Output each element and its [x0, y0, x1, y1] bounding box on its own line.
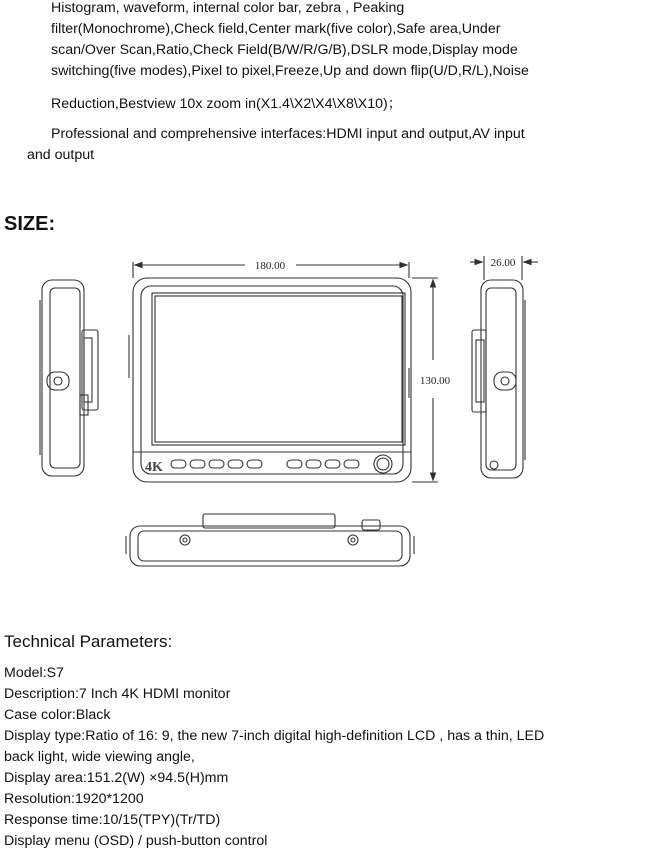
left-side-view — [40, 280, 98, 476]
feature-interfaces-line: and output — [27, 147, 95, 163]
tech-param-line: Display menu (OSD) / push-button control — [4, 833, 268, 849]
panel-logo: 4K — [145, 460, 163, 475]
feature-line: Histogram, waveform, internal color bar, zebra , Peaking — [51, 0, 405, 16]
dimension-drawing — [0, 240, 650, 585]
feature-reduction-line: Reduction,Bestview 10x zoom in(X1.4\X2\X4\X8\X10)； — [51, 96, 402, 112]
tech-param-line: Display type:Ratio of 16: 9, the new 7-inch digital high-definition LCD , has a thin, LED — [4, 728, 545, 744]
front-buttons — [171, 455, 392, 473]
depth-dimension-label: 26.00 — [490, 257, 516, 269]
right-side-view — [472, 280, 525, 478]
tech-param-line: Response time:10/15(TPY)(Tr/TD) — [4, 812, 221, 828]
tech-params-heading: Technical Parameters: — [4, 632, 173, 651]
feature-interfaces-line: Professional and comprehensive interfaces:HDMI input and output,AV input — [51, 126, 525, 142]
tech-param-line: Description:7 Inch 4K HDMI monitor — [4, 686, 231, 702]
feature-line: filter(Monochrome),Check field,Center mark(five color),Safe area,Under — [51, 21, 501, 37]
feature-line: switching(five modes),Pixel to pixel,Freeze,Up and down flip(U/D,R/L),Noise — [51, 63, 529, 79]
tech-param-line: Display area:151.2(W) ×94.5(H)mm — [4, 770, 229, 786]
size-heading: SIZE: — [4, 213, 56, 235]
feature-line: scan/Over Scan,Ratio,Check Field(B/W/R/G/B),DSLR mode,Display mode — [51, 42, 518, 58]
tech-param-line: Case color:Black — [4, 707, 111, 723]
bottom-view — [126, 514, 414, 566]
tech-param-line: Resolution:1920*1200 — [4, 791, 144, 807]
width-dimension-label: 180.00 — [254, 260, 286, 272]
front-view — [129, 278, 411, 482]
tech-param-line: back light, wide viewing angle, — [4, 749, 195, 765]
tech-param-line: Model:S7 — [4, 665, 64, 681]
height-dimension-label: 130.00 — [419, 375, 451, 387]
